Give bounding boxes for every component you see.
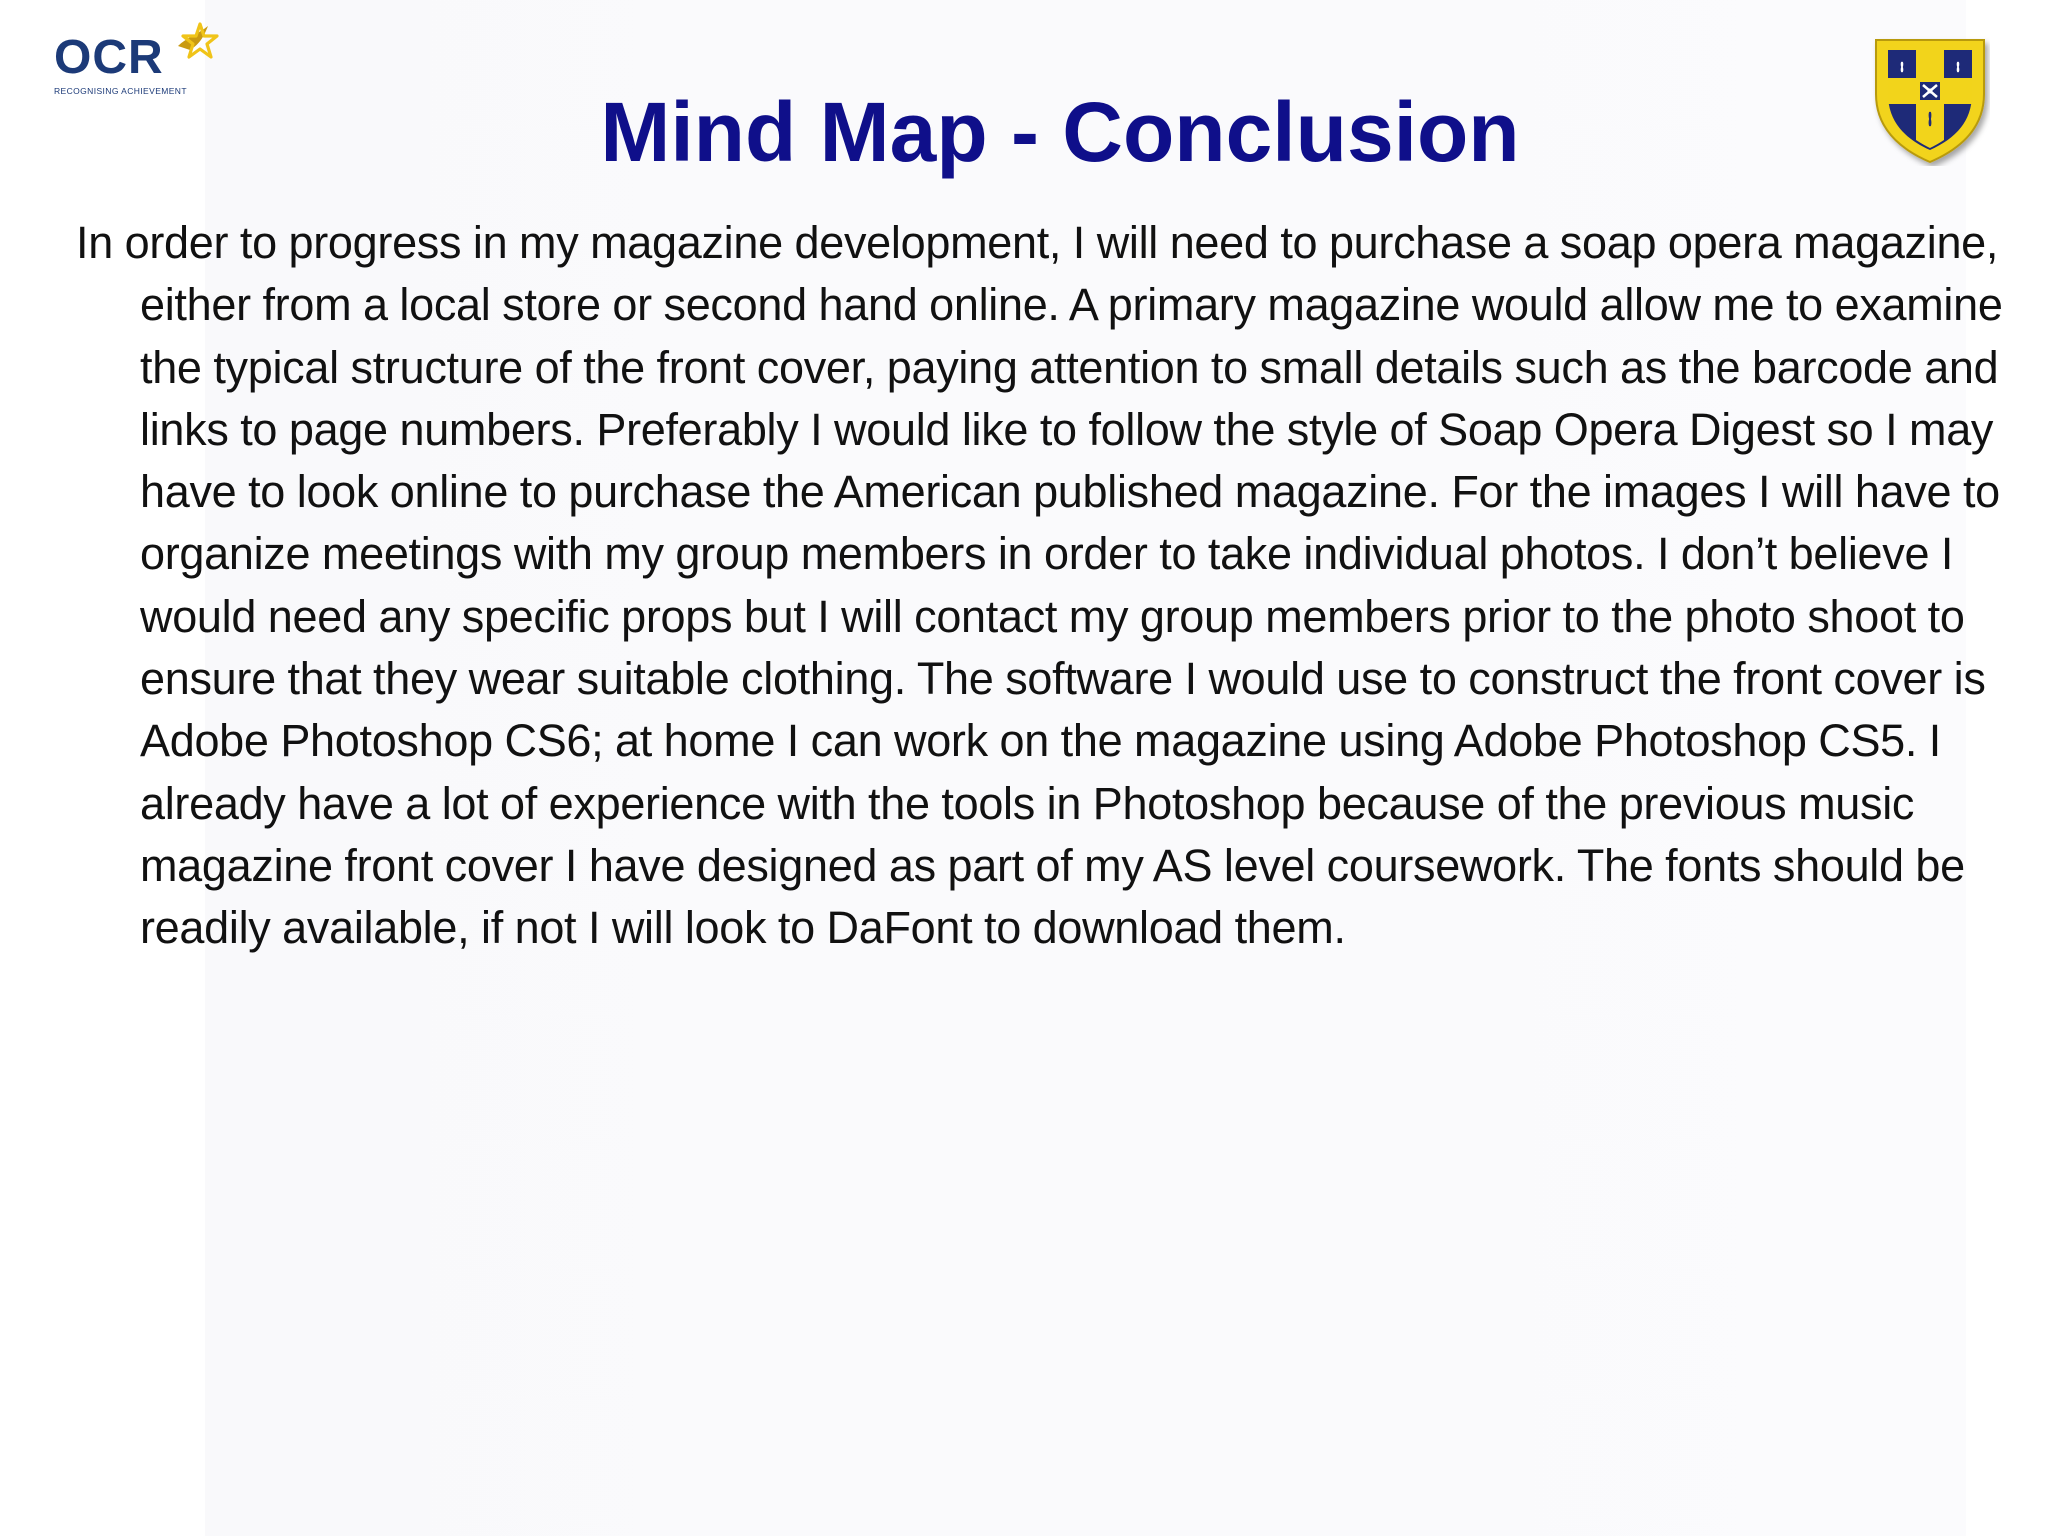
ocr-logo-icon	[52, 20, 222, 100]
slide-title: Mind Map - Conclusion	[600, 85, 1520, 180]
school-crest-icon	[1870, 34, 1990, 166]
conclusion-paragraph: In order to progress in my magazine development, I will need to purchase a soap opera magazine, either from a local store or second hand online. A primary magazine would allow me to examine the typical structure of the front cover, paying attention to small details such as the barcode and links to page numbers. Preferably I would like to follow the style of Soap Opera Digest so I may have to look online to purchase the American published magazine. For the images I will have to organize meetings with my group members in order to take individual photos. I don’t believe I would need any specific props but I will contact my group members prior to the photo shoot to ensure that they wear suitable clothing. The software I would use to construct the front cover is Adobe Photoshop CS6; at home I can work on the magazine using Adobe Photoshop CS5. I already have a lot of experience with the tools in Photoshop because of the previous music magazine front cover I have designed as part of my AS level coursework. The fonts should be readily available, if not I will look to DaFont to download them.	[76, 217, 2003, 954]
ocr-star-icon	[164, 20, 222, 70]
ocr-tagline: RECOGNISING ACHIEVEMENT	[54, 86, 187, 96]
ocr-wordmark: OCR	[54, 31, 164, 84]
